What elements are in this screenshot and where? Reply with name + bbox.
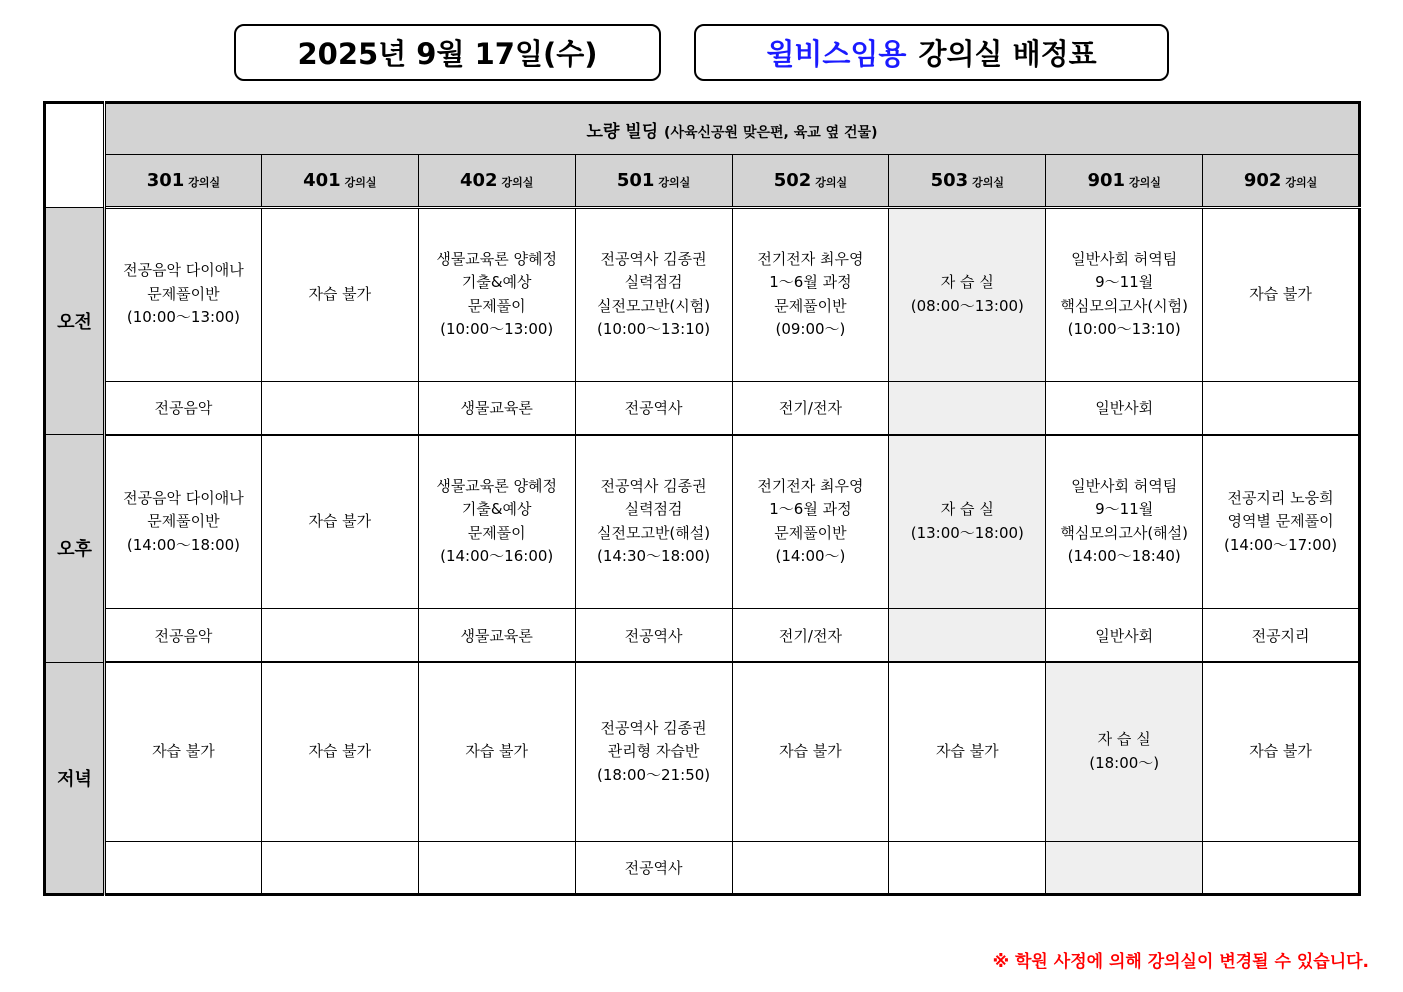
class-cell — [575, 207, 732, 381]
class-line: 생물교육론 양혜정 — [436, 249, 558, 268]
subject-cell: 전기/전자 — [732, 381, 889, 434]
room-number: 502 — [773, 169, 812, 191]
class-cell — [732, 662, 889, 841]
subject-cell — [105, 841, 262, 894]
class-cell — [575, 662, 732, 841]
room-label: 강의실 — [815, 175, 848, 189]
class-cell — [418, 662, 575, 841]
class-line: 기출&예상 — [461, 500, 532, 519]
date-header — [234, 24, 661, 81]
class-line: 전공지리 노웅희 — [1227, 488, 1334, 507]
subject-cell — [418, 841, 575, 894]
class-cell — [732, 207, 889, 381]
class-line: 자 습 실 — [1097, 730, 1151, 749]
class-line: (10:00～13:10) — [596, 320, 711, 339]
class-line: (14:00～18:40) — [1067, 547, 1181, 566]
notice-text: ※ 학원 사정에 의해 강의실이 변경될 수 있습니다. — [992, 952, 1369, 972]
subject-cell: 전공음악 — [105, 609, 262, 662]
class-line: (14:00～17:00) — [1223, 535, 1338, 554]
date-text: 2025년 9월 17일(수) — [297, 37, 598, 71]
room-number: 503 — [930, 169, 969, 191]
class-line: (09:00～) — [775, 320, 846, 339]
class-line: (10:00～13:10) — [1067, 320, 1181, 339]
subject-cell: 일반사회 — [1046, 609, 1203, 662]
class-line: 자습 불가 — [308, 284, 372, 303]
subject-cell — [732, 841, 889, 894]
building-name: 노량 빌딩 — [586, 121, 659, 142]
room-header-301 — [105, 155, 262, 207]
class-line: (18:00～21:50) — [596, 765, 711, 784]
room-header-501 — [575, 155, 732, 207]
room-label: 강의실 — [972, 175, 1005, 189]
room-label: 강의실 — [501, 175, 534, 189]
class-line: (14:00～18:00) — [126, 535, 241, 554]
room-label: 강의실 — [658, 175, 691, 189]
class-line: 기출&예상 — [461, 273, 532, 292]
room-header-503 — [889, 155, 1046, 207]
title-accent: 윌비스임용 — [766, 37, 907, 71]
class-cell — [261, 662, 418, 841]
subject-cell: 일반사회 — [1046, 381, 1203, 434]
subject-cell — [261, 841, 418, 894]
class-cell — [105, 207, 262, 381]
room-number: 501 — [616, 169, 655, 191]
room-label: 강의실 — [1285, 175, 1318, 189]
title-text: 강의실 배정표 — [918, 37, 1097, 71]
subject-cell: 전공음악 — [105, 381, 262, 434]
class-line: 자습 불가 — [465, 742, 529, 761]
class-line: (10:00～13:00) — [440, 320, 554, 339]
class-line: 자습 불가 — [308, 742, 372, 761]
room-label: 강의실 — [1129, 175, 1161, 189]
room-header-401 — [261, 155, 418, 207]
subject-cell — [1046, 841, 1203, 894]
class-line: 전기전자 최우영 — [757, 249, 864, 268]
subject-cell: 전공역사 — [575, 381, 732, 434]
class-cell — [889, 207, 1046, 381]
room-number: 402 — [459, 169, 498, 191]
room-label: 강의실 — [344, 175, 377, 189]
class-line: 문제풀이반 — [774, 296, 847, 315]
class-line: 자 습 실 — [940, 273, 994, 292]
class-line: 1～6월 과정 — [769, 273, 852, 292]
subject-cell — [1203, 841, 1360, 894]
class-line: (14:00～16:00) — [440, 547, 554, 566]
class-cell — [889, 435, 1046, 609]
room-header-901 — [1046, 155, 1203, 207]
class-line: 핵심모의고사(해설) — [1060, 523, 1188, 542]
subject-cell: 생물교육론 — [418, 381, 575, 434]
subject-cell — [889, 609, 1046, 662]
class-line: 일반사회 허역팀 — [1071, 476, 1178, 495]
subject-cell: 전공지리 — [1203, 609, 1360, 662]
class-line: 핵심모의고사(시험) — [1060, 296, 1188, 315]
class-cell — [732, 435, 889, 609]
subject-cell — [889, 381, 1046, 434]
class-line: 9～11월 — [1095, 273, 1154, 292]
class-cell — [418, 207, 575, 381]
period-label-evening: 저녁 — [45, 662, 105, 895]
class-line: 문제풀이반 — [774, 523, 847, 542]
room-header-402 — [418, 155, 575, 207]
class-line: (14:30～18:00) — [596, 547, 711, 566]
subject-cell — [1203, 381, 1360, 434]
subject-cell: 전기/전자 — [732, 609, 889, 662]
class-line: 문제풀이 — [467, 523, 526, 542]
class-cell — [1046, 207, 1203, 381]
class-line: 자습 불가 — [779, 742, 842, 761]
class-cell — [418, 435, 575, 609]
class-line: 전공역사 김종권 — [600, 249, 707, 268]
class-line: 전공음악 다이애나 — [123, 488, 244, 507]
title-header — [694, 24, 1169, 81]
class-line: 문제풀이반 — [147, 284, 220, 303]
class-cell — [261, 207, 418, 381]
class-line: (14:00～) — [775, 547, 846, 566]
class-cell — [105, 662, 262, 841]
class-cell — [1046, 435, 1203, 609]
class-line: 전기전자 최우영 — [757, 476, 864, 495]
class-line: 일반사회 허역팀 — [1071, 249, 1178, 268]
class-line: 문제풀이반 — [147, 512, 220, 531]
class-line: (10:00～13:00) — [126, 308, 241, 327]
class-line: 생물교육론 양혜정 — [436, 476, 558, 495]
class-line: 자습 불가 — [1249, 742, 1312, 761]
class-cell — [1203, 435, 1360, 609]
class-line: 자습 불가 — [935, 742, 999, 761]
class-line: 실전모고반(시험) — [596, 296, 711, 315]
class-line: 1～6월 과정 — [769, 500, 852, 519]
class-line: 문제풀이 — [467, 296, 526, 315]
class-line: 실력점검 — [624, 273, 683, 292]
class-cell — [575, 435, 732, 609]
class-cell — [1046, 662, 1203, 841]
class-line: 자 습 실 — [940, 500, 994, 519]
room-header-502 — [732, 155, 889, 207]
class-cell — [889, 662, 1046, 841]
class-line: 9～11월 — [1095, 500, 1154, 519]
room-number: 902 — [1243, 169, 1282, 191]
class-line: 실전모고반(해설) — [596, 523, 711, 542]
class-line: 관리형 자습반 — [607, 742, 700, 761]
schedule-table — [43, 101, 1361, 896]
subject-cell — [889, 841, 1046, 894]
room-number: 401 — [303, 169, 341, 191]
subject-cell — [261, 609, 418, 662]
room-number: 301 — [146, 169, 185, 191]
room-number: 901 — [1087, 169, 1126, 191]
class-cell — [261, 435, 418, 609]
class-line: 영역별 문제풀이 — [1227, 512, 1334, 531]
corner-cell — [45, 103, 105, 208]
class-cell — [1203, 662, 1360, 841]
subject-cell: 생물교육론 — [418, 609, 575, 662]
subject-cell — [261, 381, 418, 434]
class-line: 전공역사 김종권 — [600, 718, 707, 737]
building-note: (사육신공원 맞은편, 육교 옆 건물) — [664, 124, 878, 141]
class-line: 전공역사 김종권 — [600, 476, 707, 495]
class-line: (18:00～) — [1089, 753, 1160, 772]
class-line: (13:00～18:00) — [910, 523, 1024, 542]
class-cell — [105, 435, 262, 609]
room-header-902 — [1203, 155, 1360, 207]
class-line: (08:00～13:00) — [910, 296, 1024, 315]
class-line: 실력점검 — [624, 500, 683, 519]
class-line: 전공음악 다이애나 — [123, 261, 244, 280]
class-line: 자습 불가 — [308, 512, 372, 531]
room-label: 강의실 — [188, 175, 221, 189]
period-label-morning: 오전 — [45, 207, 105, 434]
class-line: 자습 불가 — [1249, 284, 1312, 303]
class-line: 자습 불가 — [152, 742, 215, 761]
period-label-afternoon: 오후 — [45, 435, 105, 662]
class-cell — [1203, 207, 1360, 381]
subject-cell: 전공역사 — [575, 609, 732, 662]
subject-cell: 전공역사 — [575, 841, 732, 894]
building-header — [105, 103, 1360, 155]
